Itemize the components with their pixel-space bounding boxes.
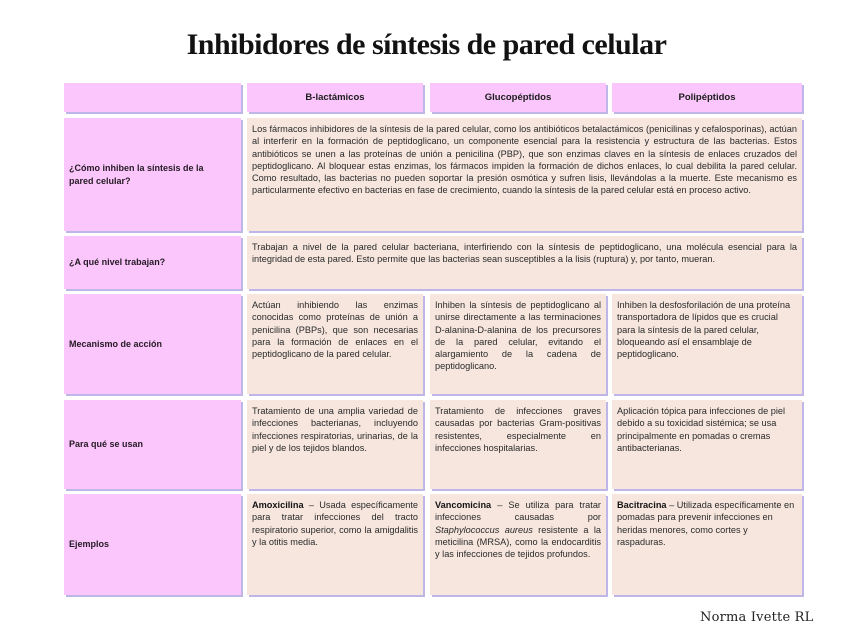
column-header-b-lactamicos — [247, 83, 423, 112]
page-title: Inhibidores de síntesis de pared celular — [186, 28, 667, 61]
uso-glucopeptidos-cell — [430, 400, 606, 489]
cell-text: Actúan inhibiendo las enzimas conocidas como proteínas de unión a penicilina (PBPs), que son necesarias para la formación de enlaces en el peptidoglicano de la pared celular. — [252, 300, 418, 360]
cell-text: Tratamiento de infecciones graves causadas por bacterias Gram-positivas resistentes, especialmente en infecciones hospitalarias. — [435, 406, 601, 453]
column-header-polipeptidos — [612, 83, 802, 112]
row-label-para-que-se-usan: Para qué se usan — [64, 400, 241, 489]
merged-content-cell — [247, 236, 802, 289]
drug-description: – Usada específicamente para tratar infecciones del tracto respiratorio superior, como la amigdalitis y la otitis media. — [252, 500, 418, 547]
row-label-ejemplos: Ejemplos — [64, 494, 241, 595]
drug-name: Amoxicilina — [252, 500, 304, 510]
row-label-mecanismo: Mecanismo de acción — [64, 294, 241, 394]
organism-name: Staphylococcus aureus — [435, 524, 533, 535]
cell-text: Tratamiento de una amplia variedad de infecciones bacterianas, incluyendo infecciones respiratorias, urinarias, de la piel y de los tejidos blandos. — [252, 406, 418, 453]
column-header-label: B-lactámicos — [305, 92, 365, 103]
uso-polipeptidos-cell — [612, 400, 802, 489]
drug-description: – Utilizada específicamente en pomadas para prevenir infecciones en heridas menores, como cortes y raspaduras. — [617, 500, 795, 547]
drug-name: Bacitracina — [617, 500, 667, 510]
drug-description: – Se utiliza para tratar infecciones causadas por — [435, 500, 601, 523]
column-header-label: Glucopéptidos — [484, 92, 552, 103]
mecanismo-b-lactamicos-cell — [247, 294, 423, 394]
drug-description: resistente a la meticilina (MRSA), como la endocarditis y las infecciones de tejidos profundos. — [435, 524, 601, 560]
cell-text: Aplicación tópica para infecciones de piel debido a su toxicidad sistémica; se usa principalmente en pomadas o cremas antibacterianas. — [617, 406, 786, 453]
mecanismo-glucopeptidos-cell — [430, 294, 606, 394]
merged-content-cell — [247, 118, 802, 231]
row-label-a-que-nivel: ¿A qué nivel trabajan? — [64, 236, 241, 289]
cell-text: Trabajan a nivel de la pared celular bacteriana, interfiriendo con la síntesis de peptidoglicano, una molécula esencial para la integridad de esta pared. Esto permite que las bacterias sean susceptibles a la lisis (ruptura) y, por tanto, mueran. — [252, 242, 797, 265]
row-label-como-inhiben: ¿Cómo inhiben la síntesis de la pared celular? — [64, 118, 241, 231]
mecanismo-polipeptidos-cell — [612, 294, 802, 394]
cell-text: Inhiben la síntesis de peptidoglicano al unirse directamente a las terminaciones D-alanina-D-alanina de los precursores de la pared celular, evitando el alargamiento de la cadena de peptidoglicano. — [435, 300, 601, 372]
ejemplo-b-lactamicos-cell — [247, 494, 423, 595]
author-signature: Norma Ivette RL — [700, 610, 814, 625]
uso-b-lactamicos-cell — [247, 400, 423, 489]
ejemplo-glucopeptidos-cell — [430, 494, 606, 595]
cell-text: Inhiben la desfosforilación de una proteína transportadora de lípidos que es crucial para la síntesis de la pared celular, bloqueando así el ensamblaje de peptidoglicano. — [617, 300, 791, 360]
column-header-label: Polipéptidos — [678, 92, 736, 103]
header-empty-cell — [64, 83, 241, 112]
ejemplo-polipeptidos-cell — [612, 494, 802, 595]
column-header-glucopeptidos — [430, 83, 606, 112]
cell-text: Los fármacos inhibidores de la síntesis de la pared celular, como los antibióticos betalactámicos (penicilinas y cefalosporinas), actúan al interferir en la formación de peptidoglicano, un componente esencial para la resistencia y estructura de las bacterias. Estos antibióticos se unen a las proteínas de unión a penicilina (PBP), que son enzimas claves en la síntesis de enlaces cruzados del peptidoglicano. Al bloquear estas enzimas, los fármacos impiden la formación de dichos enlaces, lo cual debilita la pared celular. Como resultado, las bacterias no pueden soportar la presión osmótica y sufren lisis, llevándolas a la muerte. Este mecanismo es particularmente efectivo en bacterias en fase de crecimiento, cuando la síntesis de la pared celular está en proceso activo. — [252, 124, 797, 196]
drug-name: Vancomicina — [435, 500, 492, 510]
